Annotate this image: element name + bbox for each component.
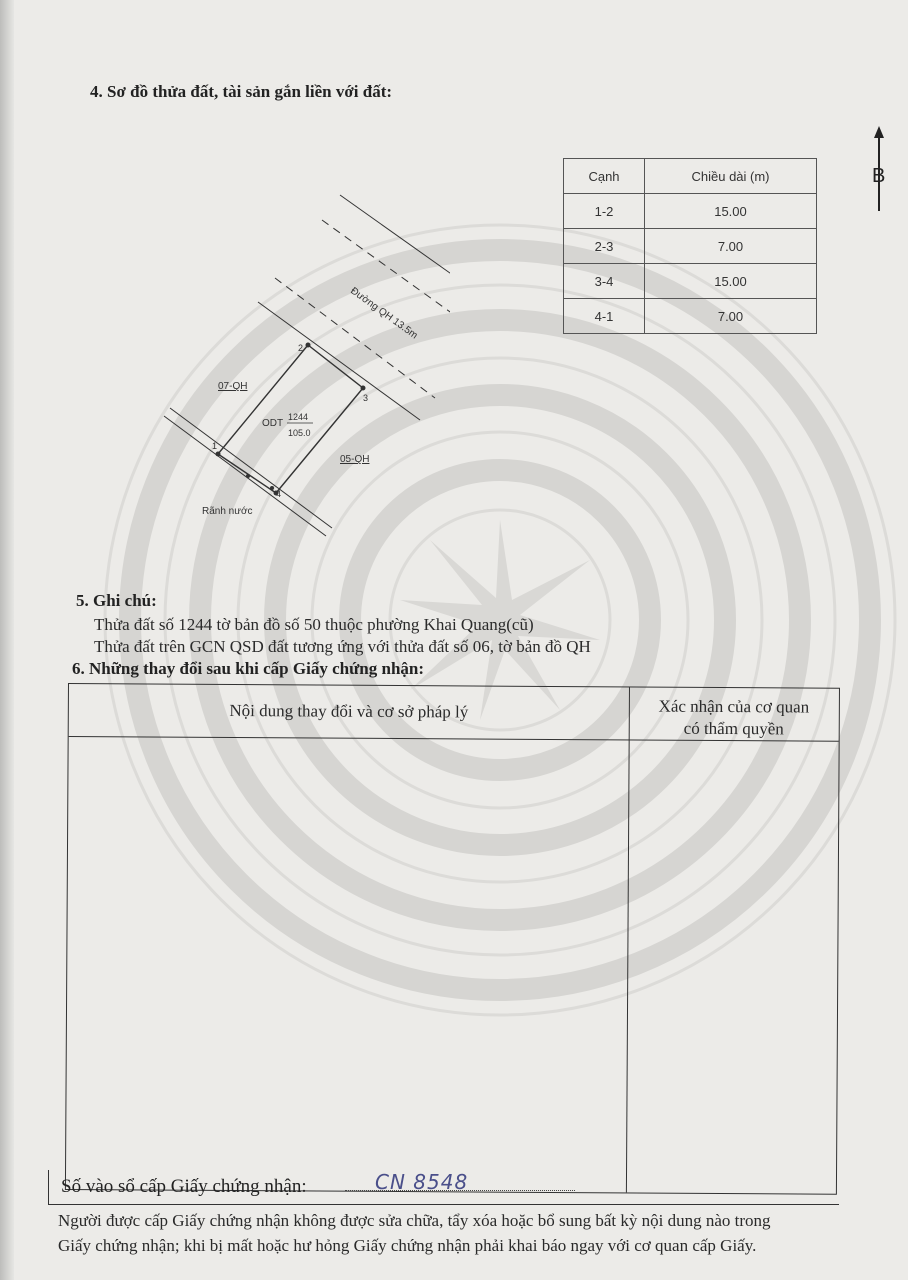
table-row: [564, 194, 817, 229]
header-length: Chiều dài (m): [645, 159, 817, 194]
registration-row: [48, 1170, 839, 1205]
edge-cell: 4-1: [564, 299, 645, 334]
footer-warning: [58, 1208, 771, 1258]
column-divider: [626, 687, 630, 1192]
changes-content-header: Nội dung thay đổi và cơ sở pháp lý: [229, 700, 469, 722]
registration-number: CN 8548: [375, 1170, 469, 1194]
vertex-1-label: 1: [212, 441, 218, 451]
section-6-title: 6. Những thay đổi sau khi cấp Giấy chứng nhận:: [72, 659, 425, 678]
edge-cell: 1-2: [564, 194, 645, 229]
north-arrow-icon: [866, 126, 896, 216]
parcel-number-label: 1244: [288, 412, 309, 422]
road-label: Đường QH 13.5m: [348, 285, 420, 342]
authority-header-line-1: Xác nhận của cơ quan: [658, 696, 810, 717]
note-line-2: Thửa đất trên GCN QSD đất tương ứng với thửa đất số 06, tờ bản đồ QH: [94, 637, 591, 656]
parcel-edge-3-4: [276, 388, 363, 493]
ditch-label: Rãnh nước: [202, 506, 253, 517]
header-edge: Cạnh: [564, 159, 645, 194]
area-label: 105.0: [288, 428, 311, 438]
north-label: B: [872, 165, 886, 187]
length-cell: 7.00: [645, 299, 817, 334]
authority-confirmation-header: [629, 695, 839, 740]
vertex-3-label: 3: [363, 393, 369, 403]
edge-length-table: [563, 158, 817, 334]
east-parcel-label: 05-QH: [340, 454, 370, 465]
parcel-edge-4-1: [218, 454, 276, 493]
length-cell: 15.00: [645, 264, 817, 299]
section-5-title: 5. Ghi chú:: [76, 591, 157, 610]
table-row: [564, 264, 817, 299]
authority-header-line-2: có thẩm quyền: [683, 718, 784, 739]
registration-label: Số vào sổ cấp Giấy chứng nhận:: [61, 1176, 307, 1197]
table-row: [564, 229, 817, 264]
parcel-edge-2-3: [308, 345, 363, 388]
footer-line-2: Giấy chứng nhận; khi bị mất hoặc hư hỏng Giấy chứng nhận phải khai báo ngay với cơ quan cấp Giấy.: [58, 1236, 757, 1255]
vertex-2-label: 2: [298, 343, 304, 353]
land-type-label: ODT: [262, 418, 284, 429]
length-cell: 15.00: [645, 194, 817, 229]
table-header-row: [564, 159, 817, 194]
section-4-title: 4. Sơ đồ thửa đất, tài sản gắn liền với đất:: [90, 82, 393, 101]
edge-cell: 3-4: [564, 264, 645, 299]
footer-line-1: Người được cấp Giấy chứng nhận không được sửa chữa, tẩy xóa hoặc bổ sung bất kỳ nội dung nào trong: [58, 1211, 771, 1230]
west-parcel-label: 07-QH: [218, 381, 248, 392]
changes-table: [65, 683, 840, 1195]
parcel-diagram: [150, 180, 450, 550]
table-row: [564, 299, 817, 334]
vertex-4-label: 4: [276, 489, 282, 499]
note-line-1: Thửa đất số 1244 tờ bản đồ số 50 thuộc phường Khai Quang(cũ): [94, 615, 534, 634]
length-cell: 7.00: [645, 229, 817, 264]
edge-cell: 2-3: [564, 229, 645, 264]
